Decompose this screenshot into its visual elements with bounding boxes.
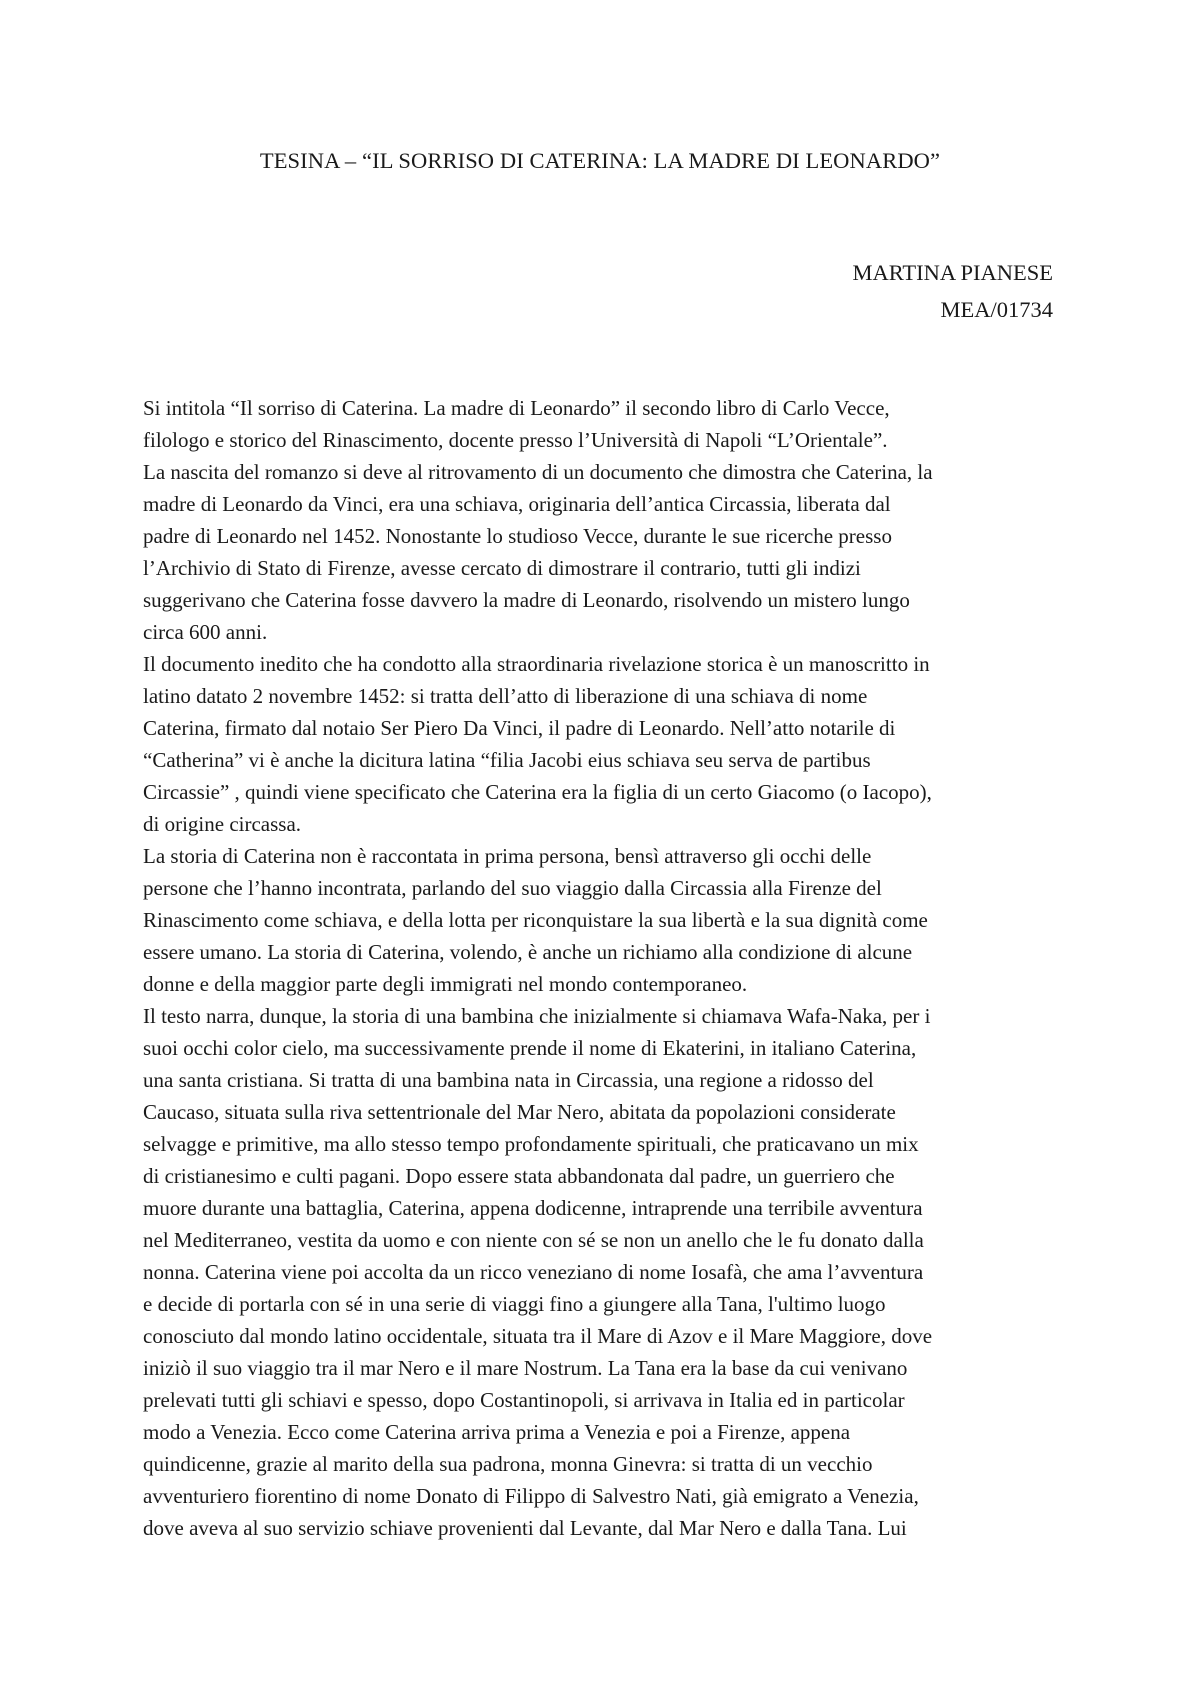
- text-line: Il testo narra, dunque, la storia di una bambina che inizialmente si chiamava Wafa-Naka, per i: [143, 1004, 931, 1028]
- text-line: quindicenne, grazie al marito della sua padrona, monna Ginevra: si tratta di un vecchio: [143, 1452, 873, 1476]
- text-line: essere umano. La storia di Caterina, volendo, è anche un richiamo alla condizione di alcune: [143, 940, 913, 964]
- text-line: muore durante una battaglia, Caterina, appena dodicenne, intraprende una terribile avventura: [143, 1196, 923, 1220]
- text-line: latino datato 2 novembre 1452: si tratta dell’atto di liberazione di una schiava di nome: [143, 684, 868, 708]
- text-line: Caucaso, situata sulla riva settentrionale del Mar Nero, abitata da popolazioni considerate: [143, 1100, 896, 1124]
- text-line: circa 600 anni.: [143, 620, 268, 644]
- text-line: Caterina, firmato dal notaio Ser Piero Da Vinci, il padre di Leonardo. Nell’atto notarile di: [143, 716, 896, 740]
- text-line: nonna. Caterina viene poi accolta da un ricco veneziano di nome Iosafà, che ama l’avventura: [143, 1260, 924, 1284]
- text-line: avventuriero fiorentino di nome Donato di Filippo di Salvestro Nati, già emigrato a Venezia,: [143, 1484, 919, 1508]
- text-line: persone che l’hanno incontrata, parlando del suo viaggio dalla Circassia alla Firenze del: [143, 876, 882, 900]
- text-line: iniziò il suo viaggio tra il mar Nero e il mare Nostrum. La Tana era la base da cui venivano: [143, 1356, 908, 1380]
- text-line: La storia di Caterina non è raccontata in prima persona, bensì attraverso gli occhi delle: [143, 844, 872, 868]
- text-line: di origine circassa.: [143, 812, 302, 836]
- text-line: una santa cristiana. Si tratta di una bambina nata in Circassia, una regione a ridosso del: [143, 1068, 874, 1092]
- text-line: selvagge e primitive, ma allo stesso tempo profondamente spirituali, che praticavano un mix: [143, 1132, 919, 1156]
- text-line: Circassie” , quindi viene specificato che Caterina era la figlia di un certo Giacomo (o Iacopo),: [143, 780, 932, 804]
- text-line: dove aveva al suo servizio schiave provenienti dal Levante, dal Mar Nero e dalla Tana. Lui: [143, 1516, 907, 1540]
- text-line: e decide di portarla con sé in una serie di viaggi fino a giungere alla Tana, l'ultimo luogo: [143, 1292, 886, 1316]
- text-line: nel Mediterraneo, vestita da uomo e con niente con sé se non un anello che le fu donato dalla: [143, 1228, 924, 1252]
- text-line: Il documento inedito che ha condotto alla straordinaria rivelazione storica è un manoscritto in: [143, 652, 930, 676]
- author-block: [852, 254, 1053, 328]
- text-line: suggerivano che Caterina fosse davvero la madre di Leonardo, risolvendo un mistero lungo: [143, 588, 910, 612]
- text-line: La nascita del romanzo si deve al ritrovamento di un documento che dimostra che Caterina, la: [143, 460, 933, 484]
- text-line: suoi occhi color cielo, ma successivamente prende il nome di Ekaterini, in italiano Caterina,: [143, 1036, 917, 1060]
- text-line: filologo e storico del Rinascimento, docente presso l’Università di Napoli “L’Orientale”.: [143, 428, 888, 452]
- text-line: madre di Leonardo da Vinci, era una schiava, originaria dell’antica Circassia, liberata dal: [143, 492, 891, 516]
- author-name: MARTINA PIANESE: [852, 260, 1053, 285]
- text-line: prelevati tutti gli schiavi e spesso, dopo Costantinopoli, si arrivava in Italia ed in particolar: [143, 1388, 905, 1412]
- text-line: Si intitola “Il sorriso di Caterina. La madre di Leonardo” il secondo libro di Carlo Vecce,: [143, 396, 890, 420]
- text-line: padre di Leonardo nel 1452. Nonostante lo studioso Vecce, durante le sue ricerche presso: [143, 524, 892, 548]
- body-text: [143, 392, 1063, 1544]
- text-line: l’Archivio di Stato di Firenze, avesse cercato di dimostrare il contrario, tutti gli indizi: [143, 556, 861, 580]
- document-title: TESINA – “IL SORRISO DI CATERINA: LA MADRE DI LEONARDO”: [259, 148, 941, 173]
- text-line: “Catherina” vi è anche la dicitura latina “filia Jacobi eius schiava seu serva de partibus: [143, 748, 871, 772]
- text-line: conosciuto dal mondo latino occidentale, situata tra il Mare di Azov e il Mare Maggiore, dove: [143, 1324, 933, 1348]
- student-id: MEA/01734: [940, 297, 1053, 322]
- text-line: Rinascimento come schiava, e della lotta per riconquistare la sua libertà e la sua dignità come: [143, 908, 928, 932]
- text-line: di cristianesimo e culti pagani. Dopo essere stata abbandonata dal padre, un guerriero che: [143, 1164, 895, 1188]
- text-line: donne e della maggior parte degli immigrati nel mondo contemporaneo.: [143, 972, 748, 996]
- text-line: modo a Venezia. Ecco come Caterina arriva prima a Venezia e poi a Firenze, appena: [143, 1420, 851, 1444]
